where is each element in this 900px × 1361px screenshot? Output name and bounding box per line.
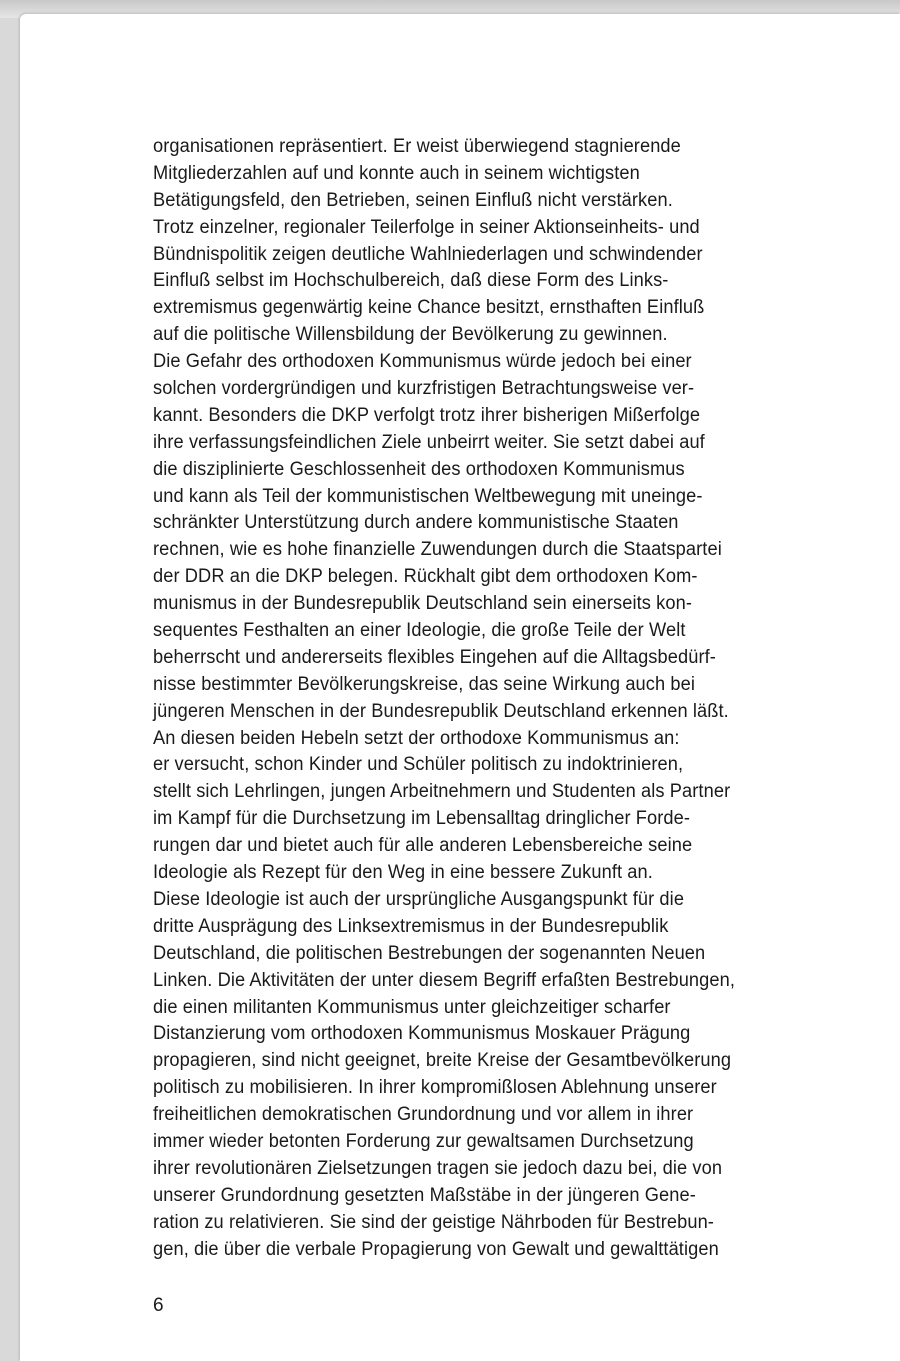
text-line: dritte Ausprägung des Linksextremismus in der Bundesrepublik	[153, 915, 669, 937]
page-number: 6	[153, 1295, 164, 1316]
text-line: Linken. Die Aktivitäten der unter diesem Begriff erfaßten Bestrebungen,	[153, 969, 736, 991]
text-line: ihre verfassungsfeindlichen Ziele unbeirrt weiter. Sie setzt dabei auf	[153, 431, 705, 453]
text-line: immer wieder betonten Forderung zur gewaltsamen Durchsetzung	[153, 1130, 694, 1152]
text-line: stellt sich Lehrlingen, jungen Arbeitnehmern und Studenten als Partner	[153, 781, 731, 803]
text-line: Distanzierung vom orthodoxen Kommunismus Moskauer Prägung	[153, 1023, 691, 1045]
text-line: ration zu relativieren. Sie sind der geistige Nährboden für Bestrebun-	[153, 1211, 714, 1233]
text-line: sequentes Festhalten an einer Ideologie, die große Teile der Welt	[153, 620, 686, 642]
text-line: der DDR an die DKP belegen. Rückhalt gibt dem orthodoxen Kom-	[153, 566, 698, 588]
text-line: Mitgliederzahlen auf und konnte auch in seinem wichtigsten	[153, 162, 640, 184]
text-line: auf die politische Willensbildung der Bevölkerung zu gewinnen.	[153, 324, 668, 346]
text-line: kannt. Besonders die DKP verfolgt trotz ihrer bisherigen Mißerfolge	[153, 404, 701, 426]
document-page	[20, 14, 900, 1361]
text-line: unserer Grundordnung gesetzten Maßstäbe in der jüngeren Gene-	[153, 1184, 696, 1206]
text-line: nisse bestimmter Bevölkerungskreise, das seine Wirkung auch bei	[153, 673, 696, 695]
text-line: Die Gefahr des orthodoxen Kommunismus würde jedoch bei einer	[153, 351, 692, 373]
text-line: rechnen, wie es hohe finanzielle Zuwendungen durch die Staatspartei	[153, 539, 722, 561]
text-line: und kann als Teil der kommunistischen Weltbewegung mit uneinge-	[153, 485, 703, 507]
text-line: jüngeren Menschen in der Bundesrepublik Deutschland erkennen läßt.	[153, 700, 729, 722]
text-line: Betätigungsfeld, den Betrieben, seinen Einfluß nicht verstärken.	[153, 189, 673, 211]
text-line: extremismus gegenwärtig keine Chance besitzt, ernsthaften Einfluß	[153, 297, 705, 319]
text-line: solchen vordergründigen und kurzfristigen Betrachtungsweise ver-	[153, 378, 695, 400]
text-line: Diese Ideologie ist auch der ursprüngliche Ausgangspunkt für die	[153, 888, 685, 910]
text-line: Ideologie als Rezept für den Weg in eine bessere Zukunft an.	[153, 862, 653, 884]
text-line: propagieren, sind nicht geeignet, breite Kreise der Gesamtbevölkerung	[153, 1050, 732, 1072]
text-line: schränkter Unterstützung durch andere kommunistische Staaten	[153, 512, 679, 534]
text-line: ihrer revolutionären Zielsetzungen tragen sie jedoch dazu bei, die von	[153, 1157, 723, 1179]
text-line: die einen militanten Kommunismus unter gleichzeitiger scharfer	[153, 996, 671, 1018]
text-line: Trotz einzelner, regionaler Teilerfolge in seiner Aktionseinheits- und	[153, 216, 700, 238]
text-line: rungen dar und bietet auch für alle anderen Lebensbereiche seine	[153, 835, 693, 857]
text-line: im Kampf für die Durchsetzung im Lebensalltag dringlicher Forde-	[153, 808, 691, 830]
text-line: Bündnispolitik zeigen deutliche Wahlniederlagen und schwindender	[153, 243, 703, 265]
text-line: munismus in der Bundesrepublik Deutschland sein einerseits kon-	[153, 593, 693, 615]
text-line: An diesen beiden Hebeln setzt der orthodoxe Kommunismus an:	[153, 727, 680, 749]
text-line: organisationen repräsentiert. Er weist überwiegend stagnierende	[153, 136, 681, 157]
body-text	[153, 134, 843, 1263]
text-line: beherrscht und andererseits flexibles Eingehen auf die Alltagsbedürf-	[153, 646, 716, 668]
text-line: Deutschland, die politischen Bestrebungen der sogenannten Neuen	[153, 942, 706, 964]
text-line: die disziplinierte Geschlossenheit des orthodoxen Kommunismus	[153, 458, 685, 480]
text-line: gen, die über die verbale Propagierung von Gewalt und gewalttätigen	[153, 1238, 719, 1260]
text-line: politisch zu mobilisieren. In ihrer kompromißlosen Ablehnung unserer	[153, 1077, 717, 1099]
text-line: er versucht, schon Kinder und Schüler politisch zu indoktrinieren,	[153, 754, 684, 776]
text-line: freiheitlichen demokratischen Grundordnung und vor allem in ihrer	[153, 1104, 694, 1126]
text-line: Einfluß selbst im Hochschulbereich, daß diese Form des Links-	[153, 270, 669, 292]
